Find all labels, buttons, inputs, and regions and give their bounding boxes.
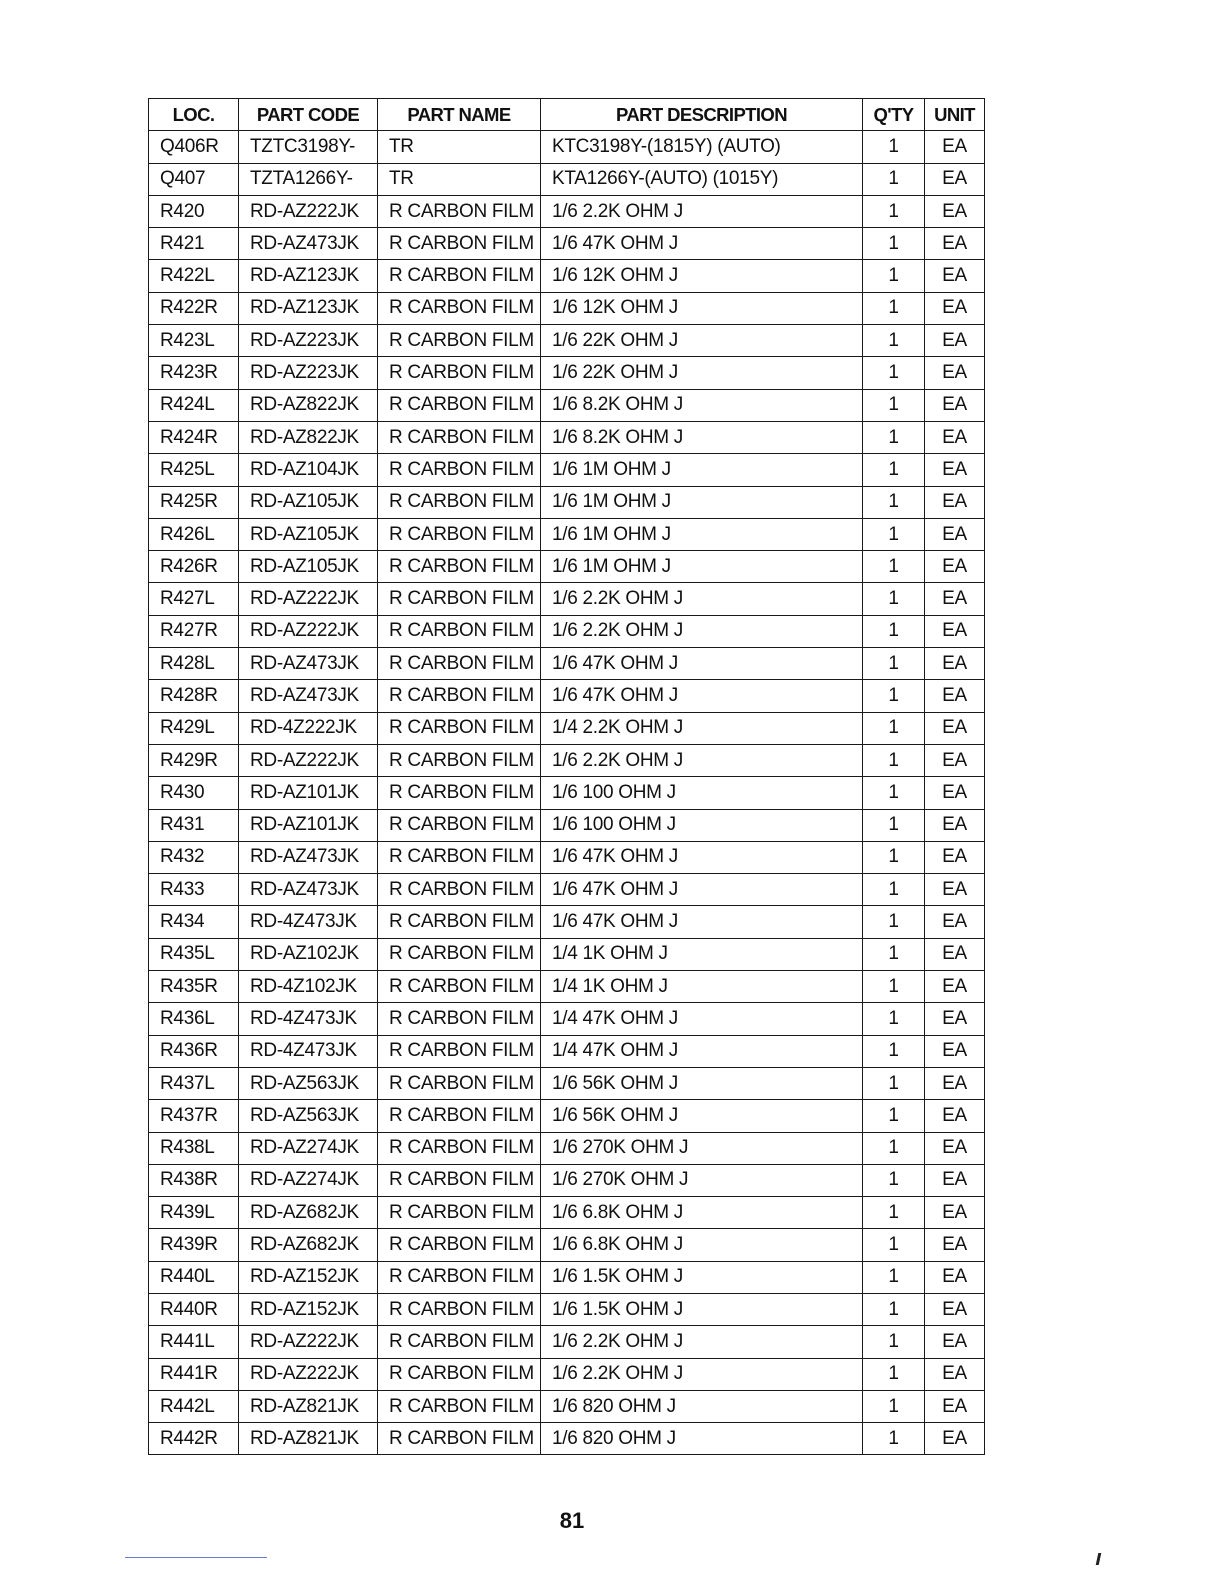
cell-unit: EA	[925, 1390, 985, 1422]
table-row	[149, 1035, 985, 1067]
cell-part-name: R CARBON FILM	[378, 357, 541, 389]
cell-part-name: R CARBON FILM	[378, 1100, 541, 1132]
table-row	[149, 971, 985, 1003]
cell-part-code: RD-4Z222JK	[239, 712, 378, 744]
cell-part-code: RD-AZ123JK	[239, 292, 378, 324]
cell-part-code: RD-AZ222JK	[239, 1326, 378, 1358]
cell-unit: EA	[925, 1197, 985, 1229]
cell-qty: 1	[863, 971, 925, 1003]
cell-loc: R441L	[149, 1326, 239, 1358]
table-row	[149, 389, 985, 421]
cell-part-description: 1/6 1M OHM J	[541, 454, 863, 486]
cell-loc: R440L	[149, 1261, 239, 1293]
cell-part-name: R CARBON FILM	[378, 454, 541, 486]
cell-loc: R440R	[149, 1293, 239, 1325]
cell-part-description: 1/6 1.5K OHM J	[541, 1293, 863, 1325]
cell-part-name: R CARBON FILM	[378, 777, 541, 809]
cell-part-name: R CARBON FILM	[378, 744, 541, 776]
cell-part-description: 1/6 22K OHM J	[541, 325, 863, 357]
cell-part-code: RD-AZ682JK	[239, 1229, 378, 1261]
page-number: 81	[559, 1508, 585, 1533]
cell-unit: EA	[925, 583, 985, 615]
table-row	[149, 292, 985, 324]
cell-part-name: R CARBON FILM	[378, 1164, 541, 1196]
table-row	[149, 1293, 985, 1325]
cell-part-description: 1/4 1K OHM J	[541, 938, 863, 970]
table-row	[149, 357, 985, 389]
cell-qty: 1	[863, 1261, 925, 1293]
cell-part-code: RD-AZ105JK	[239, 518, 378, 550]
cell-loc: R424R	[149, 421, 239, 453]
table-row	[149, 163, 985, 195]
cell-loc: R421	[149, 228, 239, 260]
cell-part-code: RD-AZ222JK	[239, 744, 378, 776]
cell-part-name: R CARBON FILM	[378, 1035, 541, 1067]
cell-unit: EA	[925, 648, 985, 680]
cell-part-description: 1/6 12K OHM J	[541, 260, 863, 292]
cell-part-code: RD-AZ105JK	[239, 486, 378, 518]
cell-part-description: 1/6 2.2K OHM J	[541, 583, 863, 615]
table-row	[149, 325, 985, 357]
cell-loc: R429R	[149, 744, 239, 776]
cell-part-name: R CARBON FILM	[378, 841, 541, 873]
cell-loc: R441R	[149, 1358, 239, 1390]
cell-loc: Q407	[149, 163, 239, 195]
cell-part-name: R CARBON FILM	[378, 260, 541, 292]
cell-qty: 1	[863, 486, 925, 518]
cell-qty: 1	[863, 518, 925, 550]
cell-loc: R436R	[149, 1035, 239, 1067]
cell-part-description: 1/6 47K OHM J	[541, 874, 863, 906]
cell-loc: R434	[149, 906, 239, 938]
cell-part-name: R CARBON FILM	[378, 292, 541, 324]
cell-unit: EA	[925, 680, 985, 712]
cell-part-description: 1/4 1K OHM J	[541, 971, 863, 1003]
cell-qty: 1	[863, 1132, 925, 1164]
cell-part-code: RD-AZ101JK	[239, 777, 378, 809]
table-row	[149, 195, 985, 227]
cell-unit: EA	[925, 1326, 985, 1358]
cell-part-name: R CARBON FILM	[378, 809, 541, 841]
cell-part-code: RD-AZ222JK	[239, 1358, 378, 1390]
header-unit: UNIT	[925, 99, 985, 131]
cell-part-code: RD-AZ822JK	[239, 421, 378, 453]
cell-loc: R429L	[149, 712, 239, 744]
cell-unit: EA	[925, 1132, 985, 1164]
table-row	[149, 1100, 985, 1132]
table-row	[149, 131, 985, 163]
cell-part-description: 1/6 56K OHM J	[541, 1067, 863, 1099]
cell-part-code: RD-AZ102JK	[239, 938, 378, 970]
cell-part-name: R CARBON FILM	[378, 1358, 541, 1390]
cell-unit: EA	[925, 389, 985, 421]
cell-qty: 1	[863, 906, 925, 938]
cell-part-code: RD-AZ105JK	[239, 551, 378, 583]
cell-loc: R439R	[149, 1229, 239, 1261]
parts-list-table	[148, 98, 985, 1455]
cell-loc: R435R	[149, 971, 239, 1003]
cell-part-code: RD-AZ222JK	[239, 583, 378, 615]
cell-part-code: RD-AZ152JK	[239, 1293, 378, 1325]
table-row	[149, 486, 985, 518]
cell-unit: EA	[925, 1423, 985, 1455]
table-row	[149, 809, 985, 841]
cell-part-description: 1/4 47K OHM J	[541, 1003, 863, 1035]
cell-unit: EA	[925, 421, 985, 453]
cell-part-name: R CARBON FILM	[378, 938, 541, 970]
cell-part-description: 1/6 47K OHM J	[541, 228, 863, 260]
table-row	[149, 777, 985, 809]
cell-loc: R438L	[149, 1132, 239, 1164]
cell-qty: 1	[863, 1003, 925, 1035]
footer-rule	[125, 1557, 267, 1558]
table-row	[149, 1261, 985, 1293]
cell-qty: 1	[863, 357, 925, 389]
cell-unit: EA	[925, 1293, 985, 1325]
cell-part-code: RD-AZ563JK	[239, 1100, 378, 1132]
cell-part-code: RD-AZ104JK	[239, 454, 378, 486]
table-row	[149, 1423, 985, 1455]
cell-part-code: RD-AZ223JK	[239, 357, 378, 389]
cell-qty: 1	[863, 1423, 925, 1455]
cell-part-code: TZTC3198Y-	[239, 131, 378, 163]
table-row	[149, 712, 985, 744]
cell-part-code: RD-AZ473JK	[239, 680, 378, 712]
cell-part-name: R CARBON FILM	[378, 680, 541, 712]
table-row	[149, 841, 985, 873]
cell-part-code: RD-AZ822JK	[239, 389, 378, 421]
cell-loc: R425R	[149, 486, 239, 518]
cell-qty: 1	[863, 777, 925, 809]
cell-qty: 1	[863, 615, 925, 647]
cell-unit: EA	[925, 1035, 985, 1067]
cell-unit: EA	[925, 228, 985, 260]
cell-part-name: R CARBON FILM	[378, 583, 541, 615]
cell-qty: 1	[863, 1067, 925, 1099]
cell-part-code: RD-AZ821JK	[239, 1423, 378, 1455]
cell-part-name: R CARBON FILM	[378, 228, 541, 260]
cell-part-code: RD-AZ222JK	[239, 195, 378, 227]
cell-part-name: R CARBON FILM	[378, 648, 541, 680]
cell-unit: EA	[925, 1229, 985, 1261]
cell-qty: 1	[863, 1229, 925, 1261]
cell-loc: R423R	[149, 357, 239, 389]
table-row	[149, 1164, 985, 1196]
table-row	[149, 228, 985, 260]
table-row	[149, 744, 985, 776]
cell-part-description: 1/6 47K OHM J	[541, 841, 863, 873]
cell-qty: 1	[863, 1164, 925, 1196]
table-row	[149, 260, 985, 292]
cell-part-name: R CARBON FILM	[378, 1293, 541, 1325]
cell-unit: EA	[925, 325, 985, 357]
cell-unit: EA	[925, 1261, 985, 1293]
cell-part-description: 1/6 820 OHM J	[541, 1423, 863, 1455]
cell-part-name: TR	[378, 163, 541, 195]
table-row	[149, 1003, 985, 1035]
table-row	[149, 551, 985, 583]
cell-unit: EA	[925, 292, 985, 324]
cell-part-description: 1/6 47K OHM J	[541, 906, 863, 938]
cell-part-description: 1/6 22K OHM J	[541, 357, 863, 389]
cell-loc: R424L	[149, 389, 239, 421]
cell-loc: R428L	[149, 648, 239, 680]
table-row	[149, 1132, 985, 1164]
cell-loc: R437L	[149, 1067, 239, 1099]
cell-qty: 1	[863, 1293, 925, 1325]
cell-loc: R422R	[149, 292, 239, 324]
cell-unit: EA	[925, 131, 985, 163]
cell-part-name: TR	[378, 131, 541, 163]
cell-unit: EA	[925, 938, 985, 970]
cell-unit: EA	[925, 874, 985, 906]
cell-qty: 1	[863, 421, 925, 453]
cell-qty: 1	[863, 260, 925, 292]
cell-part-name: R CARBON FILM	[378, 1197, 541, 1229]
cell-qty: 1	[863, 938, 925, 970]
cell-loc: Q406R	[149, 131, 239, 163]
cell-loc: R422L	[149, 260, 239, 292]
cell-part-description: 1/6 2.2K OHM J	[541, 195, 863, 227]
cell-loc: R426L	[149, 518, 239, 550]
cell-part-description: 1/6 56K OHM J	[541, 1100, 863, 1132]
cell-part-description: 1/6 2.2K OHM J	[541, 1326, 863, 1358]
cell-part-code: RD-AZ473JK	[239, 874, 378, 906]
cell-loc: R430	[149, 777, 239, 809]
cell-part-name: R CARBON FILM	[378, 325, 541, 357]
cell-part-name: R CARBON FILM	[378, 874, 541, 906]
cell-unit: EA	[925, 260, 985, 292]
cell-part-code: RD-AZ682JK	[239, 1197, 378, 1229]
cell-part-name: R CARBON FILM	[378, 1326, 541, 1358]
cell-part-description: 1/4 47K OHM J	[541, 1035, 863, 1067]
cell-unit: EA	[925, 486, 985, 518]
cell-qty: 1	[863, 874, 925, 906]
cell-part-description: 1/6 2.2K OHM J	[541, 615, 863, 647]
cell-qty: 1	[863, 648, 925, 680]
cell-part-code: RD-AZ563JK	[239, 1067, 378, 1099]
cell-part-code: RD-AZ222JK	[239, 615, 378, 647]
cell-unit: EA	[925, 971, 985, 1003]
cell-part-name: R CARBON FILM	[378, 1067, 541, 1099]
cell-loc: R442R	[149, 1423, 239, 1455]
cell-part-description: 1/6 1M OHM J	[541, 518, 863, 550]
cell-unit: EA	[925, 551, 985, 583]
cell-qty: 1	[863, 292, 925, 324]
cell-unit: EA	[925, 1358, 985, 1390]
cell-unit: EA	[925, 809, 985, 841]
cell-unit: EA	[925, 1003, 985, 1035]
cell-part-code: RD-4Z473JK	[239, 906, 378, 938]
cell-part-name: R CARBON FILM	[378, 1132, 541, 1164]
cell-unit: EA	[925, 712, 985, 744]
cell-part-name: R CARBON FILM	[378, 486, 541, 518]
cell-part-description: 1/6 6.8K OHM J	[541, 1229, 863, 1261]
cell-part-description: 1/6 100 OHM J	[541, 809, 863, 841]
cell-part-code: RD-4Z102JK	[239, 971, 378, 1003]
cell-loc: R435L	[149, 938, 239, 970]
cell-part-code: TZTA1266Y-	[239, 163, 378, 195]
cell-part-code: RD-AZ223JK	[239, 325, 378, 357]
cell-qty: 1	[863, 131, 925, 163]
cell-part-name: R CARBON FILM	[378, 1229, 541, 1261]
cell-part-code: RD-AZ473JK	[239, 648, 378, 680]
table-row	[149, 615, 985, 647]
cell-part-description: 1/6 1.5K OHM J	[541, 1261, 863, 1293]
cell-part-code: RD-4Z473JK	[239, 1035, 378, 1067]
cell-unit: EA	[925, 777, 985, 809]
header-part-code: PART CODE	[239, 99, 378, 131]
cell-part-code: RD-AZ274JK	[239, 1164, 378, 1196]
cell-part-description: KTC3198Y-(1815Y) (AUTO)	[541, 131, 863, 163]
cell-part-code: RD-AZ274JK	[239, 1132, 378, 1164]
table-row	[149, 680, 985, 712]
header-loc: LOC.	[149, 99, 239, 131]
cell-loc: R437R	[149, 1100, 239, 1132]
cell-unit: EA	[925, 357, 985, 389]
cell-qty: 1	[863, 809, 925, 841]
cell-loc: R438R	[149, 1164, 239, 1196]
cell-part-name: R CARBON FILM	[378, 195, 541, 227]
cell-unit: EA	[925, 744, 985, 776]
table-row	[149, 421, 985, 453]
cell-part-name: R CARBON FILM	[378, 518, 541, 550]
cell-unit: EA	[925, 615, 985, 647]
cell-part-name: R CARBON FILM	[378, 1261, 541, 1293]
cell-unit: EA	[925, 906, 985, 938]
cell-part-description: 1/6 6.8K OHM J	[541, 1197, 863, 1229]
cell-qty: 1	[863, 163, 925, 195]
cell-part-code: RD-4Z473JK	[239, 1003, 378, 1035]
cell-part-name: R CARBON FILM	[378, 1390, 541, 1422]
cell-part-name: R CARBON FILM	[378, 1003, 541, 1035]
cell-unit: EA	[925, 841, 985, 873]
cell-qty: 1	[863, 389, 925, 421]
header-part-name: PART NAME	[378, 99, 541, 131]
table-row	[149, 938, 985, 970]
table-row	[149, 1326, 985, 1358]
header-part-description: PART DESCRIPTION	[541, 99, 863, 131]
cell-part-description: 1/6 47K OHM J	[541, 648, 863, 680]
cell-part-name: R CARBON FILM	[378, 971, 541, 1003]
cell-unit: EA	[925, 1100, 985, 1132]
cell-part-description: 1/6 1M OHM J	[541, 551, 863, 583]
cell-unit: EA	[925, 1067, 985, 1099]
cell-qty: 1	[863, 1100, 925, 1132]
table-row	[149, 874, 985, 906]
cell-part-code: RD-AZ123JK	[239, 260, 378, 292]
cell-loc: R431	[149, 809, 239, 841]
cell-loc: R439L	[149, 1197, 239, 1229]
cell-part-name: R CARBON FILM	[378, 421, 541, 453]
header-qty: Q'TY	[863, 99, 925, 131]
cell-loc: R425L	[149, 454, 239, 486]
cell-part-code: RD-AZ473JK	[239, 841, 378, 873]
table-row	[149, 1067, 985, 1099]
cell-qty: 1	[863, 195, 925, 227]
cell-part-description: 1/6 47K OHM J	[541, 680, 863, 712]
cell-qty: 1	[863, 454, 925, 486]
table-row	[149, 648, 985, 680]
cell-loc: R423L	[149, 325, 239, 357]
cell-part-name: R CARBON FILM	[378, 906, 541, 938]
cell-unit: EA	[925, 163, 985, 195]
cell-qty: 1	[863, 1197, 925, 1229]
table-row	[149, 1197, 985, 1229]
cell-part-description: 1/6 8.2K OHM J	[541, 389, 863, 421]
table-body	[149, 131, 985, 1455]
cell-part-description: 1/6 12K OHM J	[541, 292, 863, 324]
cell-loc: R432	[149, 841, 239, 873]
cell-qty: 1	[863, 325, 925, 357]
cell-part-description: 1/6 100 OHM J	[541, 777, 863, 809]
cell-loc: R427L	[149, 583, 239, 615]
cell-part-description: 1/6 2.2K OHM J	[541, 744, 863, 776]
cell-part-description: 1/6 820 OHM J	[541, 1390, 863, 1422]
table-header-row	[149, 99, 985, 131]
cell-part-name: R CARBON FILM	[378, 551, 541, 583]
cell-qty: 1	[863, 841, 925, 873]
cell-loc: R427R	[149, 615, 239, 647]
table-row	[149, 1358, 985, 1390]
table-row	[149, 906, 985, 938]
cell-loc: R442L	[149, 1390, 239, 1422]
cell-unit: EA	[925, 518, 985, 550]
cell-qty: 1	[863, 1358, 925, 1390]
cell-unit: EA	[925, 454, 985, 486]
cell-qty: 1	[863, 583, 925, 615]
table-row	[149, 1229, 985, 1261]
cell-qty: 1	[863, 1035, 925, 1067]
cell-loc: R420	[149, 195, 239, 227]
table-row	[149, 454, 985, 486]
cell-part-description: 1/6 270K OHM J	[541, 1132, 863, 1164]
cell-qty: 1	[863, 744, 925, 776]
cell-part-description: 1/6 2.2K OHM J	[541, 1358, 863, 1390]
cell-qty: 1	[863, 1326, 925, 1358]
cell-loc: R428R	[149, 680, 239, 712]
table-row	[149, 518, 985, 550]
cell-qty: 1	[863, 712, 925, 744]
cell-part-code: RD-AZ821JK	[239, 1390, 378, 1422]
cell-unit: EA	[925, 195, 985, 227]
cell-part-code: RD-AZ152JK	[239, 1261, 378, 1293]
cell-part-description: 1/6 1M OHM J	[541, 486, 863, 518]
table-row	[149, 583, 985, 615]
cell-part-description: 1/4 2.2K OHM J	[541, 712, 863, 744]
cell-qty: 1	[863, 1390, 925, 1422]
cell-part-description: KTA1266Y-(AUTO) (1015Y)	[541, 163, 863, 195]
cell-part-name: R CARBON FILM	[378, 1423, 541, 1455]
cell-qty: 1	[863, 551, 925, 583]
cell-part-description: 1/6 8.2K OHM J	[541, 421, 863, 453]
cell-qty: 1	[863, 228, 925, 260]
cell-loc: R426R	[149, 551, 239, 583]
cell-part-name: R CARBON FILM	[378, 615, 541, 647]
cell-part-code: RD-AZ473JK	[239, 228, 378, 260]
cell-unit: EA	[925, 1164, 985, 1196]
cell-part-code: RD-AZ101JK	[239, 809, 378, 841]
cell-part-name: R CARBON FILM	[378, 389, 541, 421]
cell-loc: R436L	[149, 1003, 239, 1035]
table-row	[149, 1390, 985, 1422]
scan-mark	[1096, 1553, 1102, 1565]
cell-qty: 1	[863, 680, 925, 712]
cell-part-description: 1/6 270K OHM J	[541, 1164, 863, 1196]
cell-loc: R433	[149, 874, 239, 906]
cell-part-name: R CARBON FILM	[378, 712, 541, 744]
